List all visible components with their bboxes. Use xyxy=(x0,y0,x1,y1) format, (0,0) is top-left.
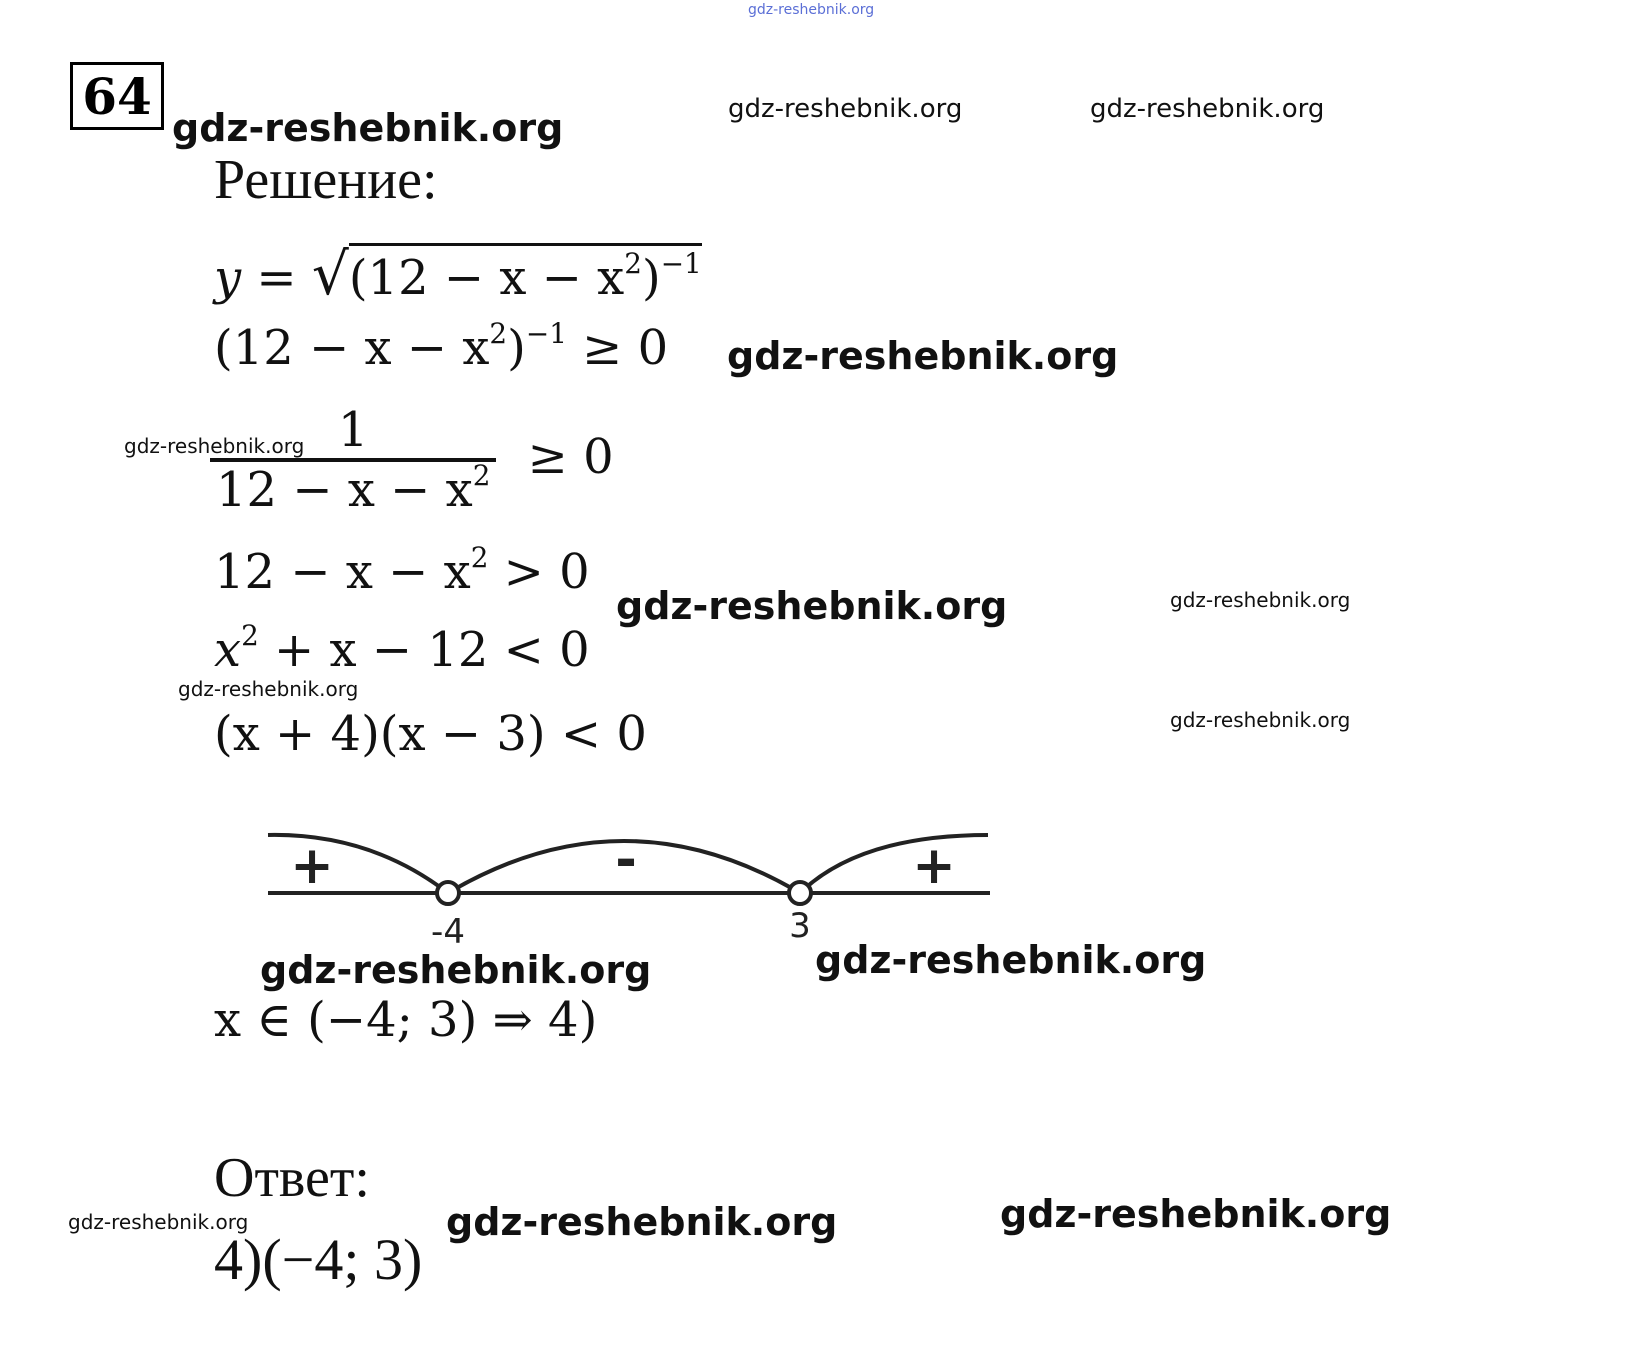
watermark: gdz-reshebnik.org xyxy=(68,1210,249,1234)
watermark: gdz-reshebnik.org xyxy=(815,938,1207,982)
expr: 12 − x − x xyxy=(214,544,471,600)
expr: (12 − x − x xyxy=(214,320,490,376)
equation-line-5 xyxy=(214,619,590,678)
radicand-base: (12 − x − x xyxy=(348,250,625,306)
sign-left: + xyxy=(290,836,334,896)
relation: ≥ 0 xyxy=(566,320,669,376)
equation-line-2 xyxy=(214,317,669,376)
watermark: gdz-reshebnik.org xyxy=(172,106,564,150)
sign-middle: - xyxy=(615,830,637,890)
equation-line-4 xyxy=(214,541,590,600)
watermark: gdz-reshebnik.org xyxy=(728,94,963,124)
label-minus-4: -4 xyxy=(431,912,465,945)
equation-line-6: (x + 4)(x − 3) < 0 xyxy=(214,706,647,762)
radicand xyxy=(349,243,702,306)
exp-minus-one: −1 xyxy=(525,317,567,351)
watermark: gdz-reshebnik.org xyxy=(1090,94,1325,124)
watermark: gdz-reshebnik.org xyxy=(1000,1192,1392,1236)
equals: = xyxy=(241,250,312,306)
exp-2: 2 xyxy=(489,317,508,351)
fraction-denominator xyxy=(210,459,496,518)
watermark: gdz-reshebnik.org xyxy=(178,677,359,701)
var-x: x xyxy=(214,622,242,678)
exp-2: 2 xyxy=(470,541,489,575)
close-paren: ) xyxy=(507,320,526,376)
open-point-minus-4 xyxy=(437,882,459,904)
expr: + x − 12 < 0 xyxy=(258,622,590,678)
watermark: gdz-reshebnik.org xyxy=(260,948,652,992)
relation: > 0 xyxy=(488,544,590,600)
fraction-numerator: 1 xyxy=(337,402,369,458)
var-y: y xyxy=(214,250,242,306)
watermark: gdz-reshebnik.org xyxy=(446,1200,838,1244)
relation: ≥ 0 xyxy=(527,428,614,485)
answer-value: 4)(−4; 3) xyxy=(214,1227,423,1292)
label-3: 3 xyxy=(789,906,811,945)
watermark: gdz-reshebnik.org xyxy=(1170,588,1351,612)
result-line: x ∈ (−4; 3) ⇒ 4) xyxy=(214,992,598,1048)
exp-2: 2 xyxy=(624,247,642,281)
exp-minus-one: −1 xyxy=(660,247,702,281)
sqrt-sign: √ xyxy=(311,240,349,308)
exp-2: 2 xyxy=(472,459,491,493)
denominator-base: 12 − x − x xyxy=(216,462,473,518)
number-line-diagram xyxy=(260,815,1000,945)
problem-number: 64 xyxy=(70,62,164,130)
arc-right xyxy=(800,835,988,893)
answer-heading: Ответ: xyxy=(214,1147,370,1209)
solution-heading: Решение: xyxy=(214,149,438,211)
fraction xyxy=(210,402,496,518)
watermark: gdz-reshebnik.org xyxy=(1170,708,1351,732)
close-paren: ) xyxy=(641,250,661,306)
equation-line-3 xyxy=(210,402,614,518)
watermark: gdz-reshebnik.org xyxy=(124,434,305,458)
watermark: gdz-reshebnik.org xyxy=(727,334,1119,378)
exp-2: 2 xyxy=(241,619,259,653)
sign-right: + xyxy=(912,836,956,896)
equation-line-1 xyxy=(214,240,702,308)
open-point-3 xyxy=(789,882,811,904)
watermark-top: gdz-reshebnik.org xyxy=(748,2,875,18)
watermark: gdz-reshebnik.org xyxy=(616,584,1008,628)
